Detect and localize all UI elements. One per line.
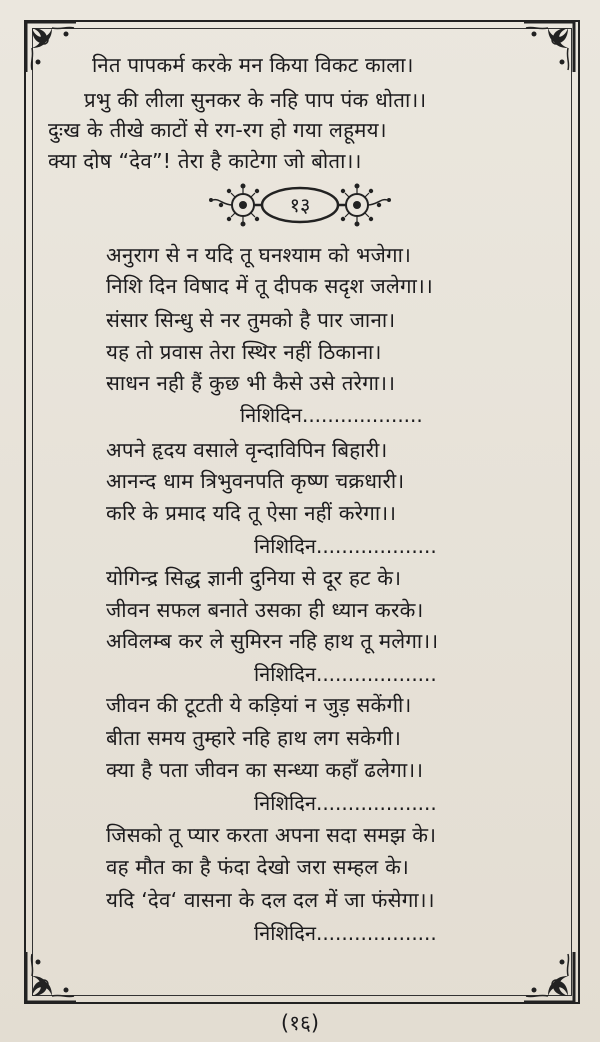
verse-line: वह मौत का है फंदा देखो जरा सम्हल के। <box>106 855 410 879</box>
refrain-line <box>0 659 600 689</box>
refrain-line <box>0 918 600 948</box>
verse-line: यह तो प्रवास तेरा स्थिर नहीं ठिकाना। <box>106 340 382 364</box>
refrain-text: निशिदिन................... <box>254 662 437 686</box>
verse-line: निशि दिन विषाद में तू दीपक सदृश जलेगा।। <box>106 274 433 298</box>
verse-line: क्या दोष “देव”! तेरा है काटेगा जो बोता।। <box>48 149 362 173</box>
verse-line: जिसको तू प्यार करता अपना सदा समझ के। <box>106 823 437 847</box>
verse-line: अपने हृदय वसाले वृन्दाविपिन बिहारी। <box>106 438 388 462</box>
verse-line: नित पापकर्म करके मन किया विकट काला। <box>92 53 414 77</box>
verse-line: जीवन की टूटती ये कड़ियां न जुड़ सकेंगी। <box>106 693 412 717</box>
song-number: १३ <box>289 193 311 217</box>
refrain-text: निशिदिन................... <box>254 921 437 945</box>
refrain-text: निशिदिन................... <box>254 534 437 558</box>
verse-line: आनन्द धाम त्रिभुवनपति कृष्ण चक्रधारी। <box>106 469 405 493</box>
refrain-text: निशिदिन................... <box>254 791 437 815</box>
verse-line: संसार सिन्धु से नर तुमको है पार जाना। <box>106 308 396 332</box>
verse-line: अनुराग से न यदि तू घनश्याम को भजेगा। <box>106 243 412 267</box>
refrain-line <box>0 788 600 818</box>
verse-line: दुःख के तीखे काटों से रग-रग हो गया लहूमय। <box>48 118 387 142</box>
page-number: (१६) <box>280 1011 320 1035</box>
verse-line: जीवन सफल बनाते उसका ही ध्यान करके। <box>106 598 424 622</box>
verse-line: यदि ‘देव‘ वासना के दल दल में जा फंसेगा।। <box>106 888 435 912</box>
verse-line: करि के प्रमाद यदि तू ऐसा नहीं करेगा।। <box>106 501 397 525</box>
verse-line: अविलम्ब कर ले सुमिरन नहि हाथ तू मलेगा।। <box>106 629 439 653</box>
corner-ornament-icon <box>22 18 80 76</box>
verse-line: बीता समय तुम्हारे नहि हाथ लग सकेगी। <box>106 726 402 750</box>
refrain-line <box>0 400 600 430</box>
verse-line: योगिन्द्र सिद्ध ज्ञानी दुनिया से दूर हट के। <box>106 566 402 590</box>
corner-ornament-icon <box>520 948 578 1006</box>
verse-line: क्या है पता जीवन का सन्ध्या कहाँ ढलेगा।। <box>106 758 424 782</box>
verse-line: प्रभु की लीला सुनकर के नहि पाप पंक धोता।। <box>84 88 427 112</box>
corner-ornament-icon <box>22 948 80 1006</box>
refrain-text: निशिदिन................... <box>240 403 423 427</box>
refrain-line <box>0 531 600 561</box>
verse-line: साधन नही हैं कुछ भी कैसे उसे तरेगा।। <box>106 371 396 395</box>
